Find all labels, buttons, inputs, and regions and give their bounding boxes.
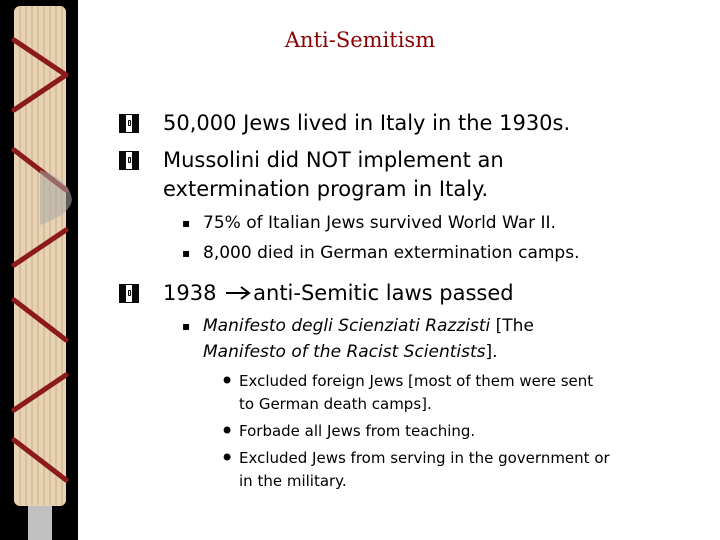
bullet-mussolini-line1: Mussolini did NOT implement an bbox=[163, 148, 504, 172]
law-government-line1: Excluded Jews from serving in the government or bbox=[239, 449, 610, 467]
manifesto-line1 bbox=[203, 314, 534, 338]
manifesto-bracket-close: ]. bbox=[485, 342, 498, 362]
italian-flag-icon bbox=[119, 114, 139, 133]
laws-text: anti-Semitic laws passed bbox=[253, 281, 514, 305]
right-arrow-icon bbox=[224, 285, 252, 301]
bullet-mussolini-line2: extermination program in Italy. bbox=[163, 177, 489, 201]
square-bullet-icon: ▪ bbox=[182, 216, 191, 230]
fasces-image bbox=[0, 0, 78, 540]
square-bullet-icon: ▪ bbox=[182, 246, 191, 260]
dot-bullet-icon: • bbox=[220, 367, 235, 395]
fasces-sidebar bbox=[0, 0, 78, 540]
bullet-laws bbox=[163, 278, 514, 308]
law-government-line2: in the military. bbox=[239, 472, 347, 490]
dot-bullet-icon: • bbox=[220, 417, 235, 445]
laws-year: 1938 bbox=[163, 281, 217, 305]
manifesto-italian-title: Manifesto degli Scienziati Razzisti bbox=[203, 316, 491, 336]
square-bullet-icon: ▪ bbox=[182, 319, 191, 333]
law-foreign-jews-line2: to German death camps]. bbox=[239, 395, 432, 413]
slide-title: Anti-Semitism bbox=[284, 28, 436, 52]
bullet-jews-in-italy: 50,000 Jews lived in Italy in the 1930s. bbox=[163, 111, 571, 135]
manifesto-english-title: Manifesto of the Racist Scientists bbox=[203, 342, 486, 362]
law-foreign-jews-line1: Excluded foreign Jews [most of them were sent bbox=[239, 372, 594, 390]
italian-flag-icon bbox=[119, 284, 139, 303]
dot-bullet-icon: • bbox=[220, 444, 235, 472]
manifesto-line2 bbox=[203, 340, 498, 364]
sub-bullet-died: 8,000 died in German extermination camps. bbox=[203, 243, 580, 263]
italian-flag-icon bbox=[119, 151, 139, 170]
manifesto-bracket-open: [The bbox=[490, 316, 534, 336]
law-teaching: Forbade all Jews from teaching. bbox=[239, 422, 476, 440]
sub-bullet-survived: 75% of Italian Jews survived World War II. bbox=[203, 213, 556, 233]
